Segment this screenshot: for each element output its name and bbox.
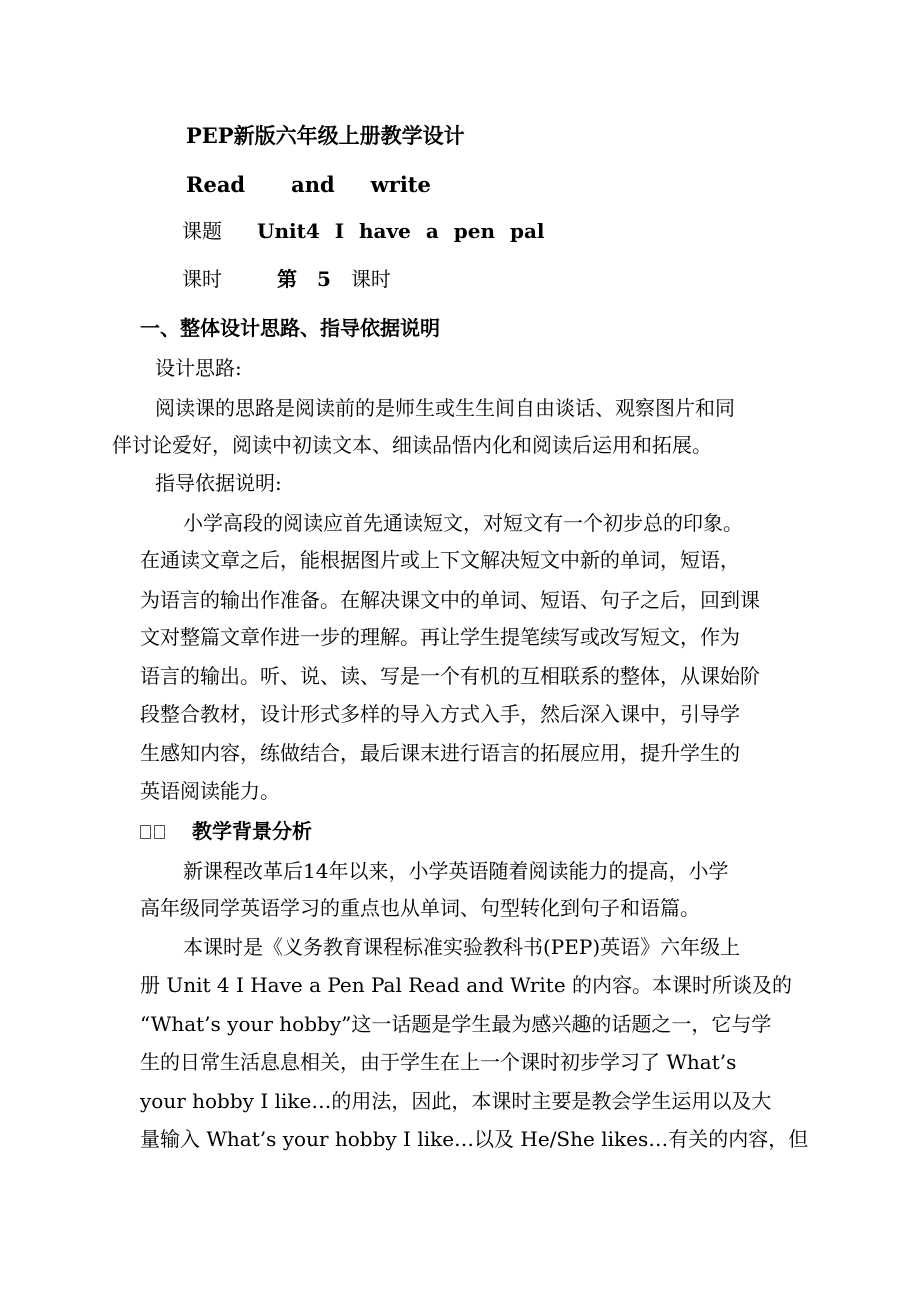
basis-label: 指导依据说明: xyxy=(155,471,282,495)
section2-heading-line xyxy=(140,816,312,846)
missing-glyph-icon xyxy=(154,825,165,839)
design-label: 设计思路: xyxy=(155,356,242,380)
basis-line: 文对整篇文章作进一步的理解。再让学生提笔续写或改写短文，作为 xyxy=(140,625,740,649)
background-line: 册 Unit 4 I Have a Pen Pal Read and Write 的内容。本课时所谈及的 xyxy=(140,973,793,997)
basis-line: 段整合教材，设计形式多样的导入方式入手，然后深入课中，引导学 xyxy=(140,702,740,726)
lesson-type-read: Read xyxy=(186,172,246,197)
lesson-type-and: and xyxy=(291,172,335,197)
lesson-type-write: write xyxy=(370,172,431,197)
design-line: 伴讨论爱好，阅读中初读文本、细读品悟内化和阅读后运用和拓展。 xyxy=(112,433,712,457)
period-label: 课时 xyxy=(182,267,222,291)
background-line: 高年级同学英语学习的重点也从单词、句型转化到句子和语篇。 xyxy=(140,896,700,920)
basis-line: 小学高段的阅读应首先通读短文，对短文有一个初步总的印象。 xyxy=(183,511,743,535)
topic-line xyxy=(182,216,545,246)
topic-label: 课题 xyxy=(182,219,222,243)
background-line: 量输入 What’s your hobby I like…以及 He/She likes…有关的内容，但 xyxy=(140,1127,809,1151)
basis-line: 生感知内容，练做结合，最后课末进行语言的拓展应用，提升学生的 xyxy=(140,741,740,765)
section1-heading: 一、整体设计思路、指导依据说明 xyxy=(140,316,440,340)
period-number: 5 xyxy=(317,267,331,291)
design-line: 阅读课的思路是阅读前的是师生或生生间自由谈话、观察图片和同 xyxy=(155,396,735,420)
basis-line: 在通读文章之后，能根据图片或上下文解决短文中新的单词，短语， xyxy=(140,548,740,572)
basis-line: 语言的输出。听、说、读、写是一个有机的互相联系的整体，从课始阶 xyxy=(140,664,760,688)
period-di: 第 xyxy=(277,267,297,291)
topic-value: Unit4 I have a pen pal xyxy=(257,219,545,243)
missing-glyph-icon xyxy=(140,825,151,839)
period-line xyxy=(182,264,391,294)
background-line: your hobby I like…的用法，因此，本课时主要是教会学生运用以及大 xyxy=(140,1089,772,1113)
section2-heading: 教学背景分析 xyxy=(192,819,312,843)
lesson-type-line xyxy=(186,170,431,200)
document-title: PEP新版六年级上册教学设计 xyxy=(186,123,465,148)
basis-line: 为语言的输出作准备。在解决课文中的单词、短语、句子之后，回到课 xyxy=(140,588,760,612)
background-line: 生的日常生活息息相关，由于学生在上一个课时初步学习了 What’s xyxy=(140,1050,737,1074)
background-line: 本课时是《义务教育课程标准实验教科书(PEP)英语》六年级上 xyxy=(183,935,741,959)
basis-line: 英语阅读能力。 xyxy=(140,779,280,803)
background-line: “What’s your hobby”这一话题是学生最为感兴趣的话题之一，它与学 xyxy=(140,1012,772,1036)
background-line: 新课程改革后14年以来，小学英语随着阅读能力的提高，小学 xyxy=(183,859,729,883)
period-unit: 课时 xyxy=(350,267,391,291)
